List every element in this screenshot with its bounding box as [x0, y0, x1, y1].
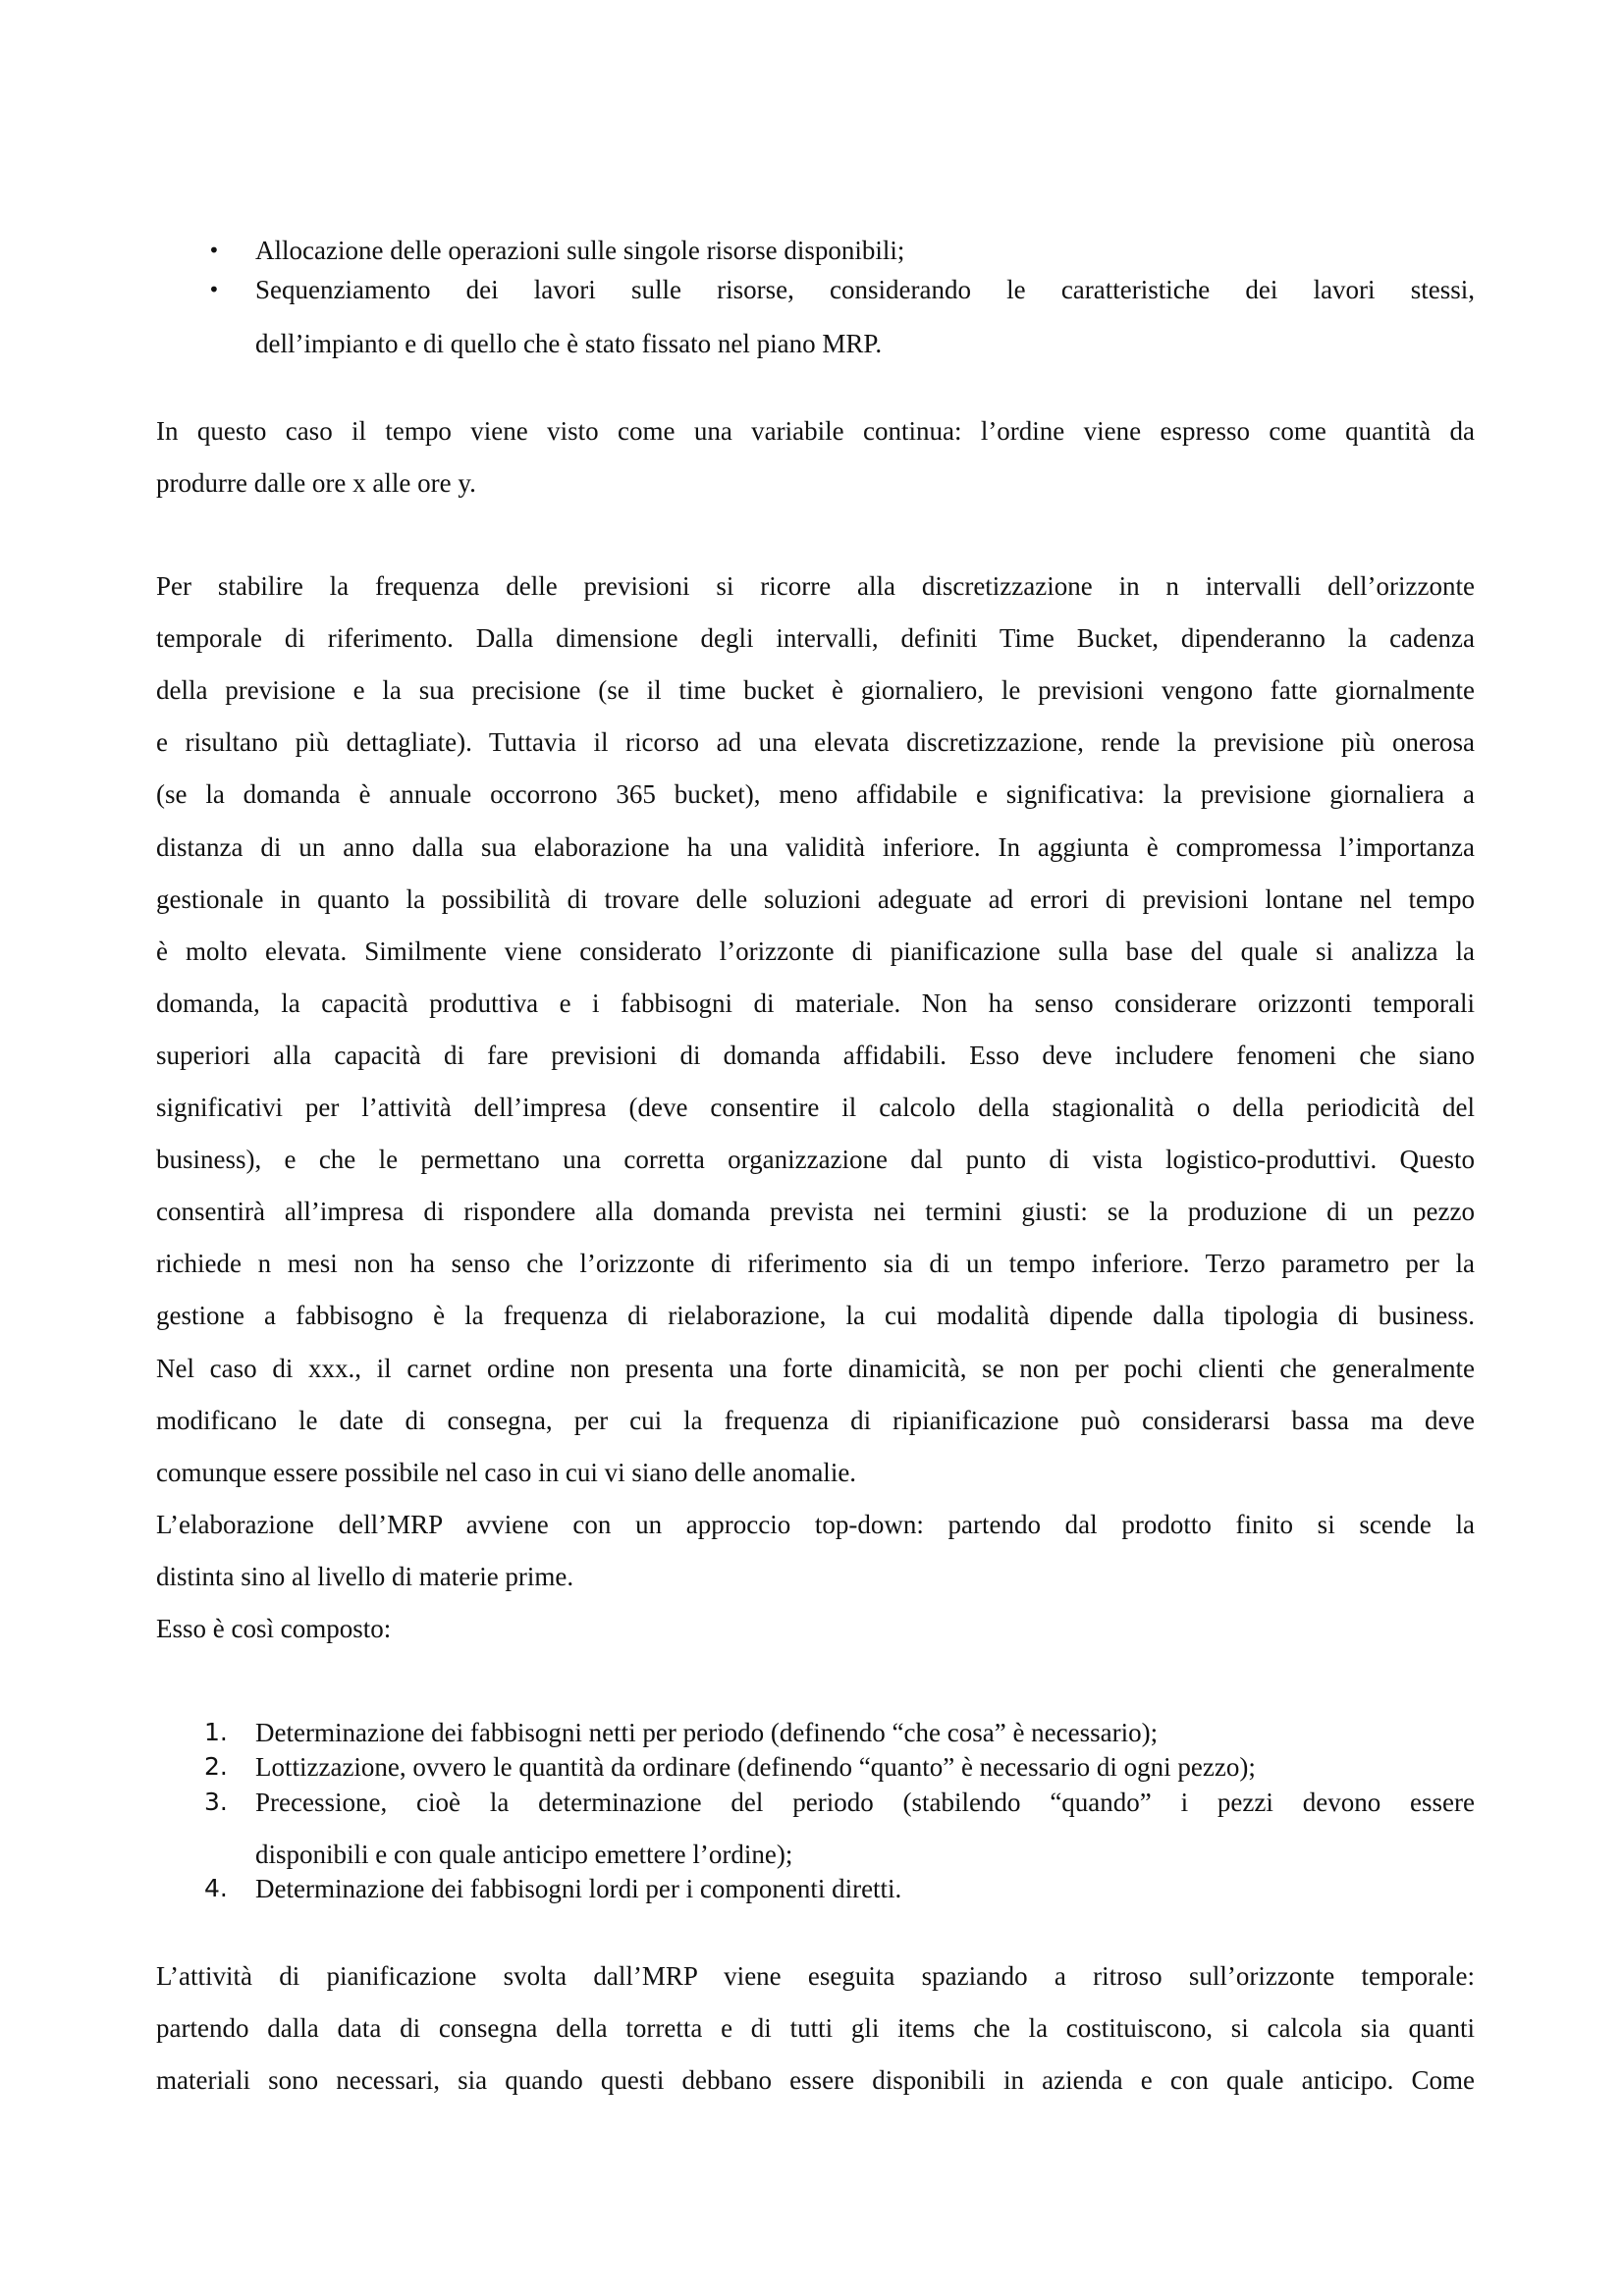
- numbered-item-text: disponibili e con quale anticipo emettere l’ordine);: [255, 1840, 793, 1869]
- paragraph2-line: Nel caso di xxx., il carnet ordine non presenta una forte dinamicità, se non per pochi clienti che generalmente: [156, 1353, 1475, 1383]
- paragraph2-line: temporale di riferimento. Dalla dimensione degli intervalli, definiti Time Bucket, dipenderanno la cadenza: [156, 623, 1475, 654]
- paragraph3-line: distinta sino al livello di materie prime.: [156, 1562, 574, 1591]
- paragraph4-line: Esso è così composto:: [156, 1614, 392, 1643]
- paragraph2-line: e risultano più dettagliate). Tuttavia il ricorso ad una elevata discretizzazione, rende la previsione più onerosa: [156, 727, 1475, 758]
- list-number: 2.: [204, 1752, 228, 1781]
- paragraph2-line: significativi per l’attività dell’impresa (deve consentire il calcolo della stagionalità o della periodicità del: [156, 1093, 1475, 1122]
- paragraph2-line: richiede n mesi non ha senso che l’orizzonte di riferimento sia di un tempo inferiore. Terzo parametro per la: [156, 1249, 1475, 1279]
- paragraph2-line: consentirà all’impresa di rispondere alla domanda prevista nei termini giusti: se la produzione di un pezzo: [156, 1197, 1475, 1227]
- paragraph2-line: distanza di un anno dalla sua elaborazione ha una validità inferiore. In aggiunta è compromessa l’importanza: [156, 831, 1475, 862]
- numbered-item-text: Determinazione dei fabbisogni lordi per i componenti diretti.: [255, 1874, 902, 1903]
- paragraph3-line: L’elaborazione dell’MRP avviene con un approccio top-down: partendo dal prodotto finito si scende la: [156, 1510, 1475, 1539]
- paragraph1-line: produrre dalle ore x alle ore y.: [156, 468, 476, 498]
- paragraph5-line: L’attività di pianificazione svolta dall’MRP viene eseguita spaziando a ritroso sull’orizzonte temporale:: [156, 1961, 1475, 1991]
- bullet-item-text: Sequenziamento dei lavori sulle risorse, considerando le caratteristiche dei lavori stessi,: [255, 275, 1475, 304]
- bullet-item-text: Allocazione delle operazioni sulle singole risorse disponibili;: [255, 236, 905, 265]
- paragraph5-line: partendo dalla data di consegna della torretta e di tutti gli items che la costituiscono, si calcola sia quanti: [156, 2013, 1475, 2043]
- paragraph2-line: gestione a fabbisogno è la frequenza di rielaborazione, la cui modalità dipende dalla tipologia di business.: [156, 1301, 1475, 1331]
- bullet-item-text: dell’impianto e di quello che è stato fissato nel piano MRP.: [255, 329, 883, 358]
- list-number: 3.: [204, 1788, 228, 1816]
- paragraph2-line: business), e che le permettano una corretta organizzazione dal punto di vista logistico-produttivi. Questo: [156, 1145, 1475, 1175]
- paragraph2-line: superiori alla capacità di fare previsioni di domanda affidabili. Esso deve includere fenomeni che siano: [156, 1040, 1475, 1070]
- paragraph2-line: comunque essere possibile nel caso in cui vi siano delle anomalie.: [156, 1457, 857, 1487]
- bullet-icon: •: [208, 239, 220, 262]
- paragraph2-line: domanda, la capacità produttiva e i fabbisogni di materiale. Non ha senso considerare orizzonti temporali: [156, 988, 1475, 1018]
- numbered-item-text: Lottizzazione, ovvero le quantità da ordinare (definendo “quanto” è necessario di ogni pezzo);: [255, 1752, 1256, 1782]
- paragraph2-line: gestionale in quanto la possibilità di trovare delle soluzioni adeguate ad errori di previsioni lontane nel tempo: [156, 883, 1475, 914]
- bullet-icon: •: [208, 278, 220, 301]
- paragraph2-line: della previsione e la sua precisione (se il time bucket è giornaliero, le previsioni vengono fatte giornalmente: [156, 675, 1475, 706]
- paragraph2-line: modificano le date di consegna, per cui la frequenza di ripianificazione può considerarsi bassa ma deve: [156, 1405, 1475, 1435]
- numbered-item-text: Determinazione dei fabbisogni netti per periodo (definendo “che cosa” è necessario);: [255, 1718, 1159, 1747]
- list-number: 1.: [204, 1718, 228, 1746]
- paragraph2-line: è molto elevata. Similmente viene considerato l’orizzonte di pianificazione sulla base del quale si analizza la: [156, 935, 1475, 966]
- paragraph2-line: (se la domanda è annuale occorrono 365 bucket), meno affidabile e significativa: la previsione giornaliera a: [156, 779, 1475, 810]
- paragraph1-line: In questo caso il tempo viene visto come una variabile continua: l’ordine viene espresso come quantità da: [156, 416, 1475, 446]
- paragraph5-line: materiali sono necessari, sia quando questi debbano essere disponibili in azienda e con quale anticipo. Come: [156, 2065, 1475, 2095]
- list-number: 4.: [204, 1874, 228, 1902]
- paragraph2-line: Per stabilire la frequenza delle previsioni si ricorre alla discretizzazione in n intervalli dell’orizzonte: [156, 571, 1475, 601]
- numbered-item-text: Precessione, cioè la determinazione del periodo (stabilendo “quando” i pezzi devono essere: [255, 1788, 1475, 1817]
